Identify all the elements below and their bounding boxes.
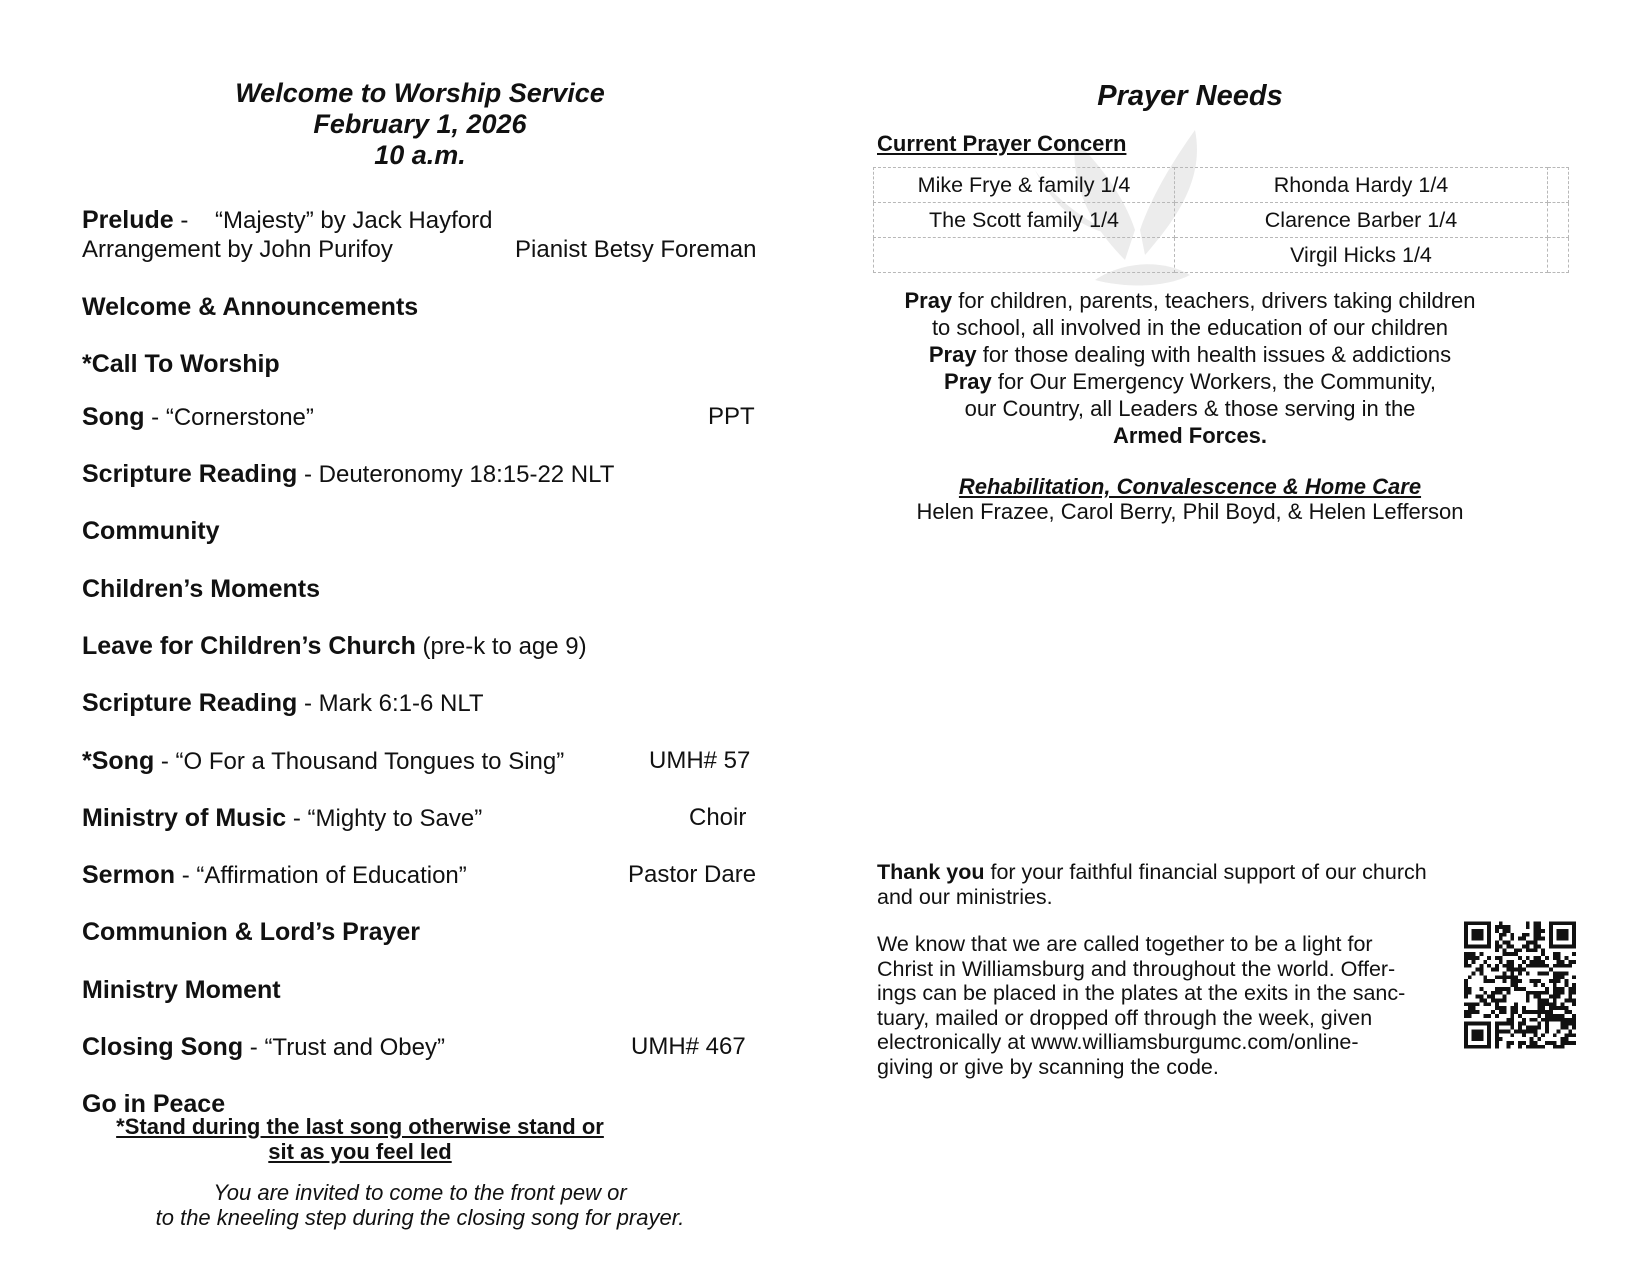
service-header <box>120 78 720 171</box>
order-item-welcome <box>82 293 762 322</box>
song-text: - “O For a Thousand Tongues to Sing” <box>154 748 565 775</box>
table-cell <box>1548 238 1569 273</box>
service-title: Welcome to Worship Service <box>235 78 605 108</box>
scripture-reading-label: Scripture Reading <box>82 689 298 717</box>
prayer-invitation <box>90 1180 750 1230</box>
giving-line: Christ in Williamsburg and throughout the world. Offer- <box>877 956 1396 981</box>
armed-forces-text: Armed Forces. <box>1112 423 1268 448</box>
prelude-label: Prelude <box>82 206 174 234</box>
sermon-text: - “Affirmation of Education” <box>175 862 467 889</box>
song-hymnal-number: UMH# 57 <box>649 747 751 774</box>
table-row <box>874 203 1569 238</box>
sermon-label: Sermon <box>82 861 176 889</box>
service-time: 10 a.m. <box>374 140 466 170</box>
prelude-separator: - <box>173 207 216 234</box>
stand-note-line-1: *Stand during the last song otherwise stand or <box>116 1114 604 1139</box>
prayer-line <box>860 368 1520 395</box>
prayer-invitation-line-2: to the kneeling step during the closing song for prayer. <box>155 1205 685 1230</box>
giving-line: tuary, mailed or dropped off through the week, given <box>877 1005 1373 1030</box>
order-item-childrens-moments <box>82 575 762 604</box>
order-item-community <box>82 517 762 546</box>
closing-song-text: - “Trust and Obey” <box>243 1034 445 1061</box>
order-item-song-2 <box>82 747 762 776</box>
qr-code-icon[interactable] <box>1464 920 1576 1050</box>
stand-note-line-2: sit as you feel led <box>268 1139 452 1164</box>
giving-info <box>877 932 1477 1079</box>
prelude-arrangement: Arrangement by John Purifoy <box>82 236 393 263</box>
giving-line: electronically at www.williamsburgumc.com/online- <box>877 1030 1359 1054</box>
prayer-line: our Country, all Leaders & those serving in the <box>964 396 1416 421</box>
sermon-preacher: Pastor Dare <box>628 861 757 888</box>
table-cell <box>1548 168 1569 203</box>
rehab-heading: Rehabilitation, Convalescence & Home Care <box>958 474 1422 499</box>
pray-keyword: Pray <box>944 369 992 394</box>
service-date: February 1, 2026 <box>313 109 527 139</box>
prayer-line: to school, all involved in the education of our children <box>931 315 1449 340</box>
childrens-church-text: (pre-k to age 9) <box>415 633 587 660</box>
go-in-peace-label: Go in Peace <box>82 1090 226 1118</box>
ministry-of-music-performer: Choir <box>689 804 747 831</box>
prayer-text: for those dealing with health issues & addictions <box>976 342 1452 367</box>
order-item-ministry-moment <box>82 976 762 1005</box>
pray-keyword: Pray <box>904 288 953 313</box>
giving-line: ings can be placed in the plates at the exits in the sanc- <box>877 981 1406 1005</box>
prayer-line <box>860 287 1520 314</box>
childrens-moments-label: Children’s Moments <box>82 575 320 603</box>
thank-you-note <box>877 860 1517 910</box>
order-item-childrens-church <box>82 632 762 661</box>
table-cell: Clarence Barber 1/4 <box>1175 203 1548 238</box>
order-item-sermon <box>82 861 762 890</box>
scripture-reading-label: Scripture Reading <box>82 460 298 488</box>
thank-you-line-1 <box>877 860 1517 885</box>
giving-line: giving or give by scanning the code. <box>877 1054 1219 1079</box>
current-prayer-concern-heading: Current Prayer Concern <box>877 131 1127 156</box>
prayer-text: for Our Emergency Workers, the Community, <box>991 369 1436 394</box>
song-source: PPT <box>708 403 755 430</box>
table-cell <box>874 238 1175 273</box>
order-item-scripture-reading-1 <box>82 460 762 489</box>
prayer-concern-table <box>873 167 1569 273</box>
pray-keyword: Pray <box>928 342 977 367</box>
order-item-song <box>82 403 762 432</box>
table-cell: Virgil Hicks 1/4 <box>1175 238 1548 273</box>
community-label: Community <box>82 517 220 545</box>
thank-you-keyword: Thank you <box>877 860 985 884</box>
song-label: Song <box>82 403 145 431</box>
prayer-line <box>860 422 1520 449</box>
giving-line: We know that we are called together to be a light for <box>877 932 1373 956</box>
scripture-reading-text: - Mark 6:1-6 NLT <box>297 690 484 717</box>
table-cell <box>1548 203 1569 238</box>
order-item-scripture-reading-2 <box>82 689 762 718</box>
prayer-list <box>860 287 1520 449</box>
order-item-closing-song <box>82 1033 762 1062</box>
stand-note <box>110 1114 610 1164</box>
prelude-text: “Majesty” by Jack Hayford <box>215 207 493 234</box>
song-text: - “Cornerstone” <box>144 404 314 431</box>
communion-label: Communion & Lord’s Prayer <box>82 918 421 946</box>
prayer-needs-title: Prayer Needs <box>1097 80 1283 112</box>
scripture-reading-text: - Deuteronomy 18:15-22 NLT <box>297 461 615 488</box>
table-row <box>874 168 1569 203</box>
rehab-names: Helen Frazee, Carol Berry, Phil Boyd, & Helen Lefferson <box>916 499 1464 524</box>
ministry-of-music-text: - “Mighty to Save” <box>286 805 483 832</box>
ministry-moment-label: Ministry Moment <box>82 976 281 1004</box>
order-item-call-to-worship <box>82 350 762 379</box>
welcome-label: Welcome & Announcements <box>82 293 419 321</box>
prayer-invitation-line-1: You are invited to come to the front pew or <box>213 1180 627 1205</box>
closing-song-hymnal-number: UMH# 467 <box>631 1033 746 1060</box>
table-cell: Rhonda Hardy 1/4 <box>1175 168 1548 203</box>
call-to-worship-label: *Call To Worship <box>82 350 280 378</box>
prayer-line <box>860 341 1520 368</box>
childrens-church-label: Leave for Children’s Church <box>82 632 416 660</box>
order-item-prelude <box>82 206 762 235</box>
song-label: *Song <box>82 747 155 775</box>
ministry-of-music-label: Ministry of Music <box>82 804 287 832</box>
thank-you-text: for your faithful financial support of our church <box>984 860 1427 884</box>
table-row <box>874 238 1569 273</box>
thank-you-line-2: and our ministries. <box>877 885 1053 909</box>
prayer-text: for children, parents, teachers, drivers taking children <box>952 288 1476 313</box>
prelude-pianist: Pianist Betsy Foreman <box>515 236 757 263</box>
table-cell: Mike Frye & family 1/4 <box>874 168 1175 203</box>
table-cell: The Scott family 1/4 <box>874 203 1175 238</box>
order-item-communion <box>82 918 762 947</box>
order-item-ministry-of-music <box>82 804 762 833</box>
closing-song-label: Closing Song <box>82 1033 244 1061</box>
